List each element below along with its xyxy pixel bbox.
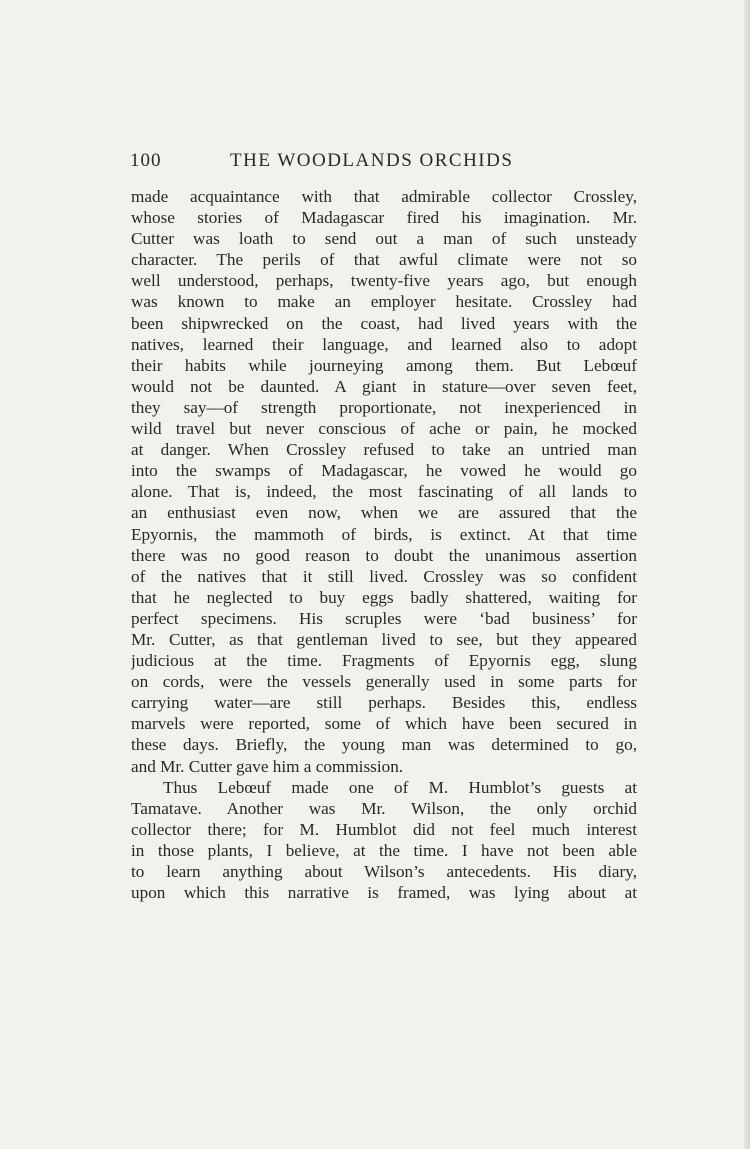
text-line: perfect specimens. His scruples were ‘bad business’ for	[131, 608, 637, 628]
text-line: upon which this narrative is framed, was lying about at	[131, 883, 637, 903]
text-line: made acquaintance with that admirable collector Crossley,	[131, 187, 637, 206]
text-line: whose stories of Madagascar fired his imagination. Mr.	[131, 208, 637, 228]
text-line: they say—of strength proportionate, not inexperienced in	[131, 397, 637, 417]
text-line: that he neglected to buy eggs badly shattered, waiting for	[131, 587, 637, 607]
text-line: on cords, were the vessels generally used in some parts for	[131, 672, 637, 692]
text-line: Epyornis, the mammoth of birds, is extinct. At that time	[131, 524, 637, 544]
text-line: in those plants, I believe, at the time. I have not been able	[131, 840, 637, 860]
text-line: would not be daunted. A giant in stature—over seven feet,	[131, 376, 637, 396]
text-line: collector there; for M. Humblot did not feel much interest	[131, 819, 637, 839]
text-line: there was no good reason to doubt the unanimous assertion	[131, 545, 637, 565]
text-line: these days. Briefly, the young man was determined to go,	[131, 735, 637, 755]
text-line: into the swamps of Madagascar, he vowed he would go	[131, 461, 637, 481]
text-line: character. The perils of that awful climate were not so	[131, 250, 637, 270]
body-text	[131, 186, 637, 903]
text-line: been shipwrecked on the coast, had lived years with the	[131, 313, 637, 333]
text-line: Mr. Cutter, as that gentleman lived to see, but they appeared	[131, 629, 637, 649]
text-line: alone. That is, indeed, the most fascinating of all lands to	[131, 482, 637, 502]
running-title: THE WOODLANDS ORCHIDS	[230, 150, 514, 171]
text-line: and Mr. Cutter gave him a commission.	[131, 756, 404, 776]
text-line: carrying water—are still perhaps. Besides this, endless	[131, 693, 637, 713]
text-line: well understood, perhaps, twenty-five years ago, but enough	[131, 271, 637, 291]
text-line: an enthusiast even now, when we are assured that the	[131, 503, 637, 523]
text-line: was known to make an employer hesitate. Crossley had	[131, 292, 637, 312]
text-line: Thus Lebœuf made one of M. Humblot’s guests at	[163, 777, 637, 797]
page-edge	[744, 0, 750, 1149]
text-line: at danger. When Crossley refused to take an untried man	[131, 440, 637, 460]
text-line: Tamatave. Another was Mr. Wilson, the only orchid	[131, 798, 637, 818]
text-line: their habits while journeying among them. But Lebœuf	[131, 355, 637, 375]
text-line: to learn anything about Wilson’s antecedents. His diary,	[131, 862, 637, 881]
text-line: natives, learned their language, and learned also to adopt	[131, 334, 637, 354]
text-line: Cutter was loath to send out a man of such unsteady	[131, 229, 637, 249]
page-number: 100	[130, 150, 162, 171]
text-line: judicious at the time. Fragments of Epyornis egg, slung	[131, 651, 637, 671]
text-line: of the natives that it still lived. Crossley was so confident	[131, 566, 637, 586]
text-line: marvels were reported, some of which have been secured in	[131, 714, 637, 734]
text-line: wild travel but never conscious of ache or pain, he mocked	[131, 419, 637, 439]
running-head	[130, 150, 638, 174]
